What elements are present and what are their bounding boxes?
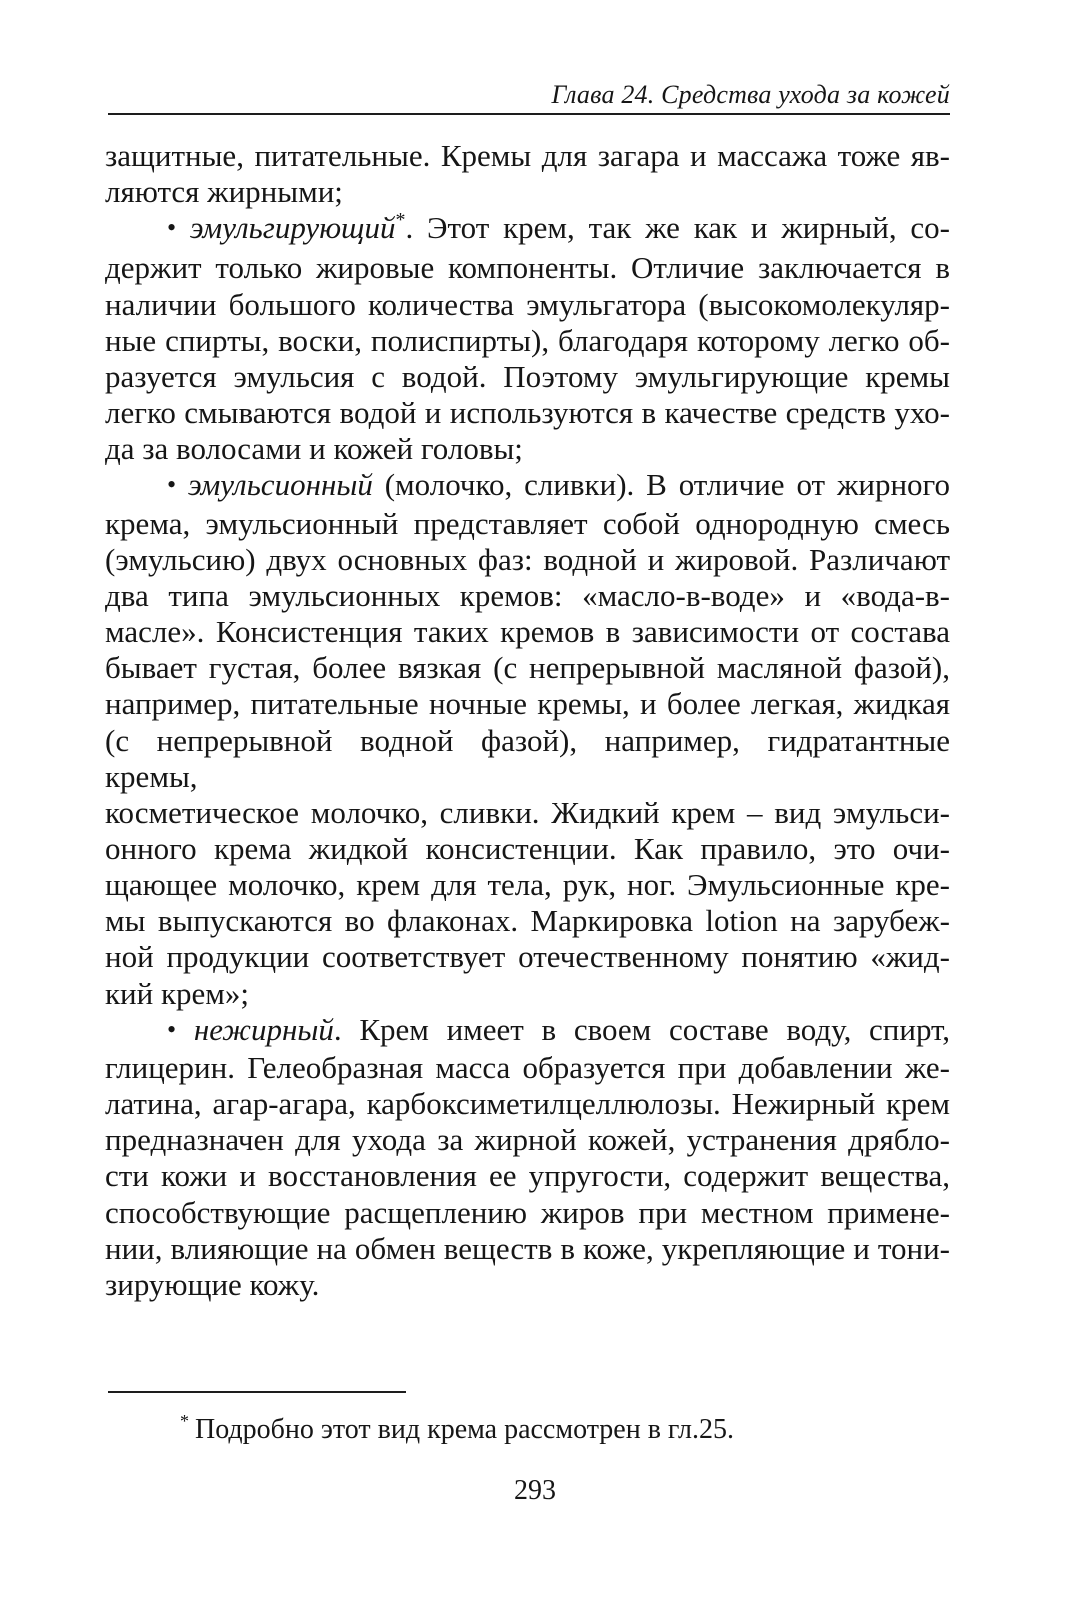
paragraph-line: сти кожи и восстановления ее упругости, содержит вещества, xyxy=(105,1158,950,1194)
paragraph-line: да за волосами и кожей головы; xyxy=(105,431,523,467)
paragraph-line: ляются жирными; xyxy=(105,174,343,210)
body-text xyxy=(105,138,950,1303)
paragraph-line: ные спирты, воски, полиспирты), благодаря которому легко об- xyxy=(105,322,950,358)
paragraph-line: защитные, питательные. Кремы для загара и массажа тоже яв- xyxy=(105,138,950,173)
paragraph-line: косметическое молочко, сливки. Жидкий крем – вид эмульси- xyxy=(105,794,950,830)
bullet-icon: • xyxy=(167,213,177,243)
paragraph-line: предназначен для ухода за жирной кожей, устранения дрябло- xyxy=(105,1122,950,1158)
paragraph-line: мы выпускаются во флаконах. Маркировка lotion на зарубеж- xyxy=(105,903,950,939)
paragraph-line: щающее молочко, крем для тела, рук, ног. Эмульсионные кре- xyxy=(105,867,950,903)
paragraph-line: держит только жировые компоненты. Отличие заключается в xyxy=(105,250,950,286)
list-item-emulsion xyxy=(105,467,950,505)
paragraph-line: кий крем»; xyxy=(105,975,250,1011)
term: нежирный xyxy=(193,1011,334,1047)
page-number: 293 xyxy=(514,1475,556,1506)
paragraph-line: зирующие кожу. xyxy=(105,1266,320,1302)
footnote-mark: * xyxy=(395,209,406,232)
paragraph-line: разуется эмульсия с водой. Поэтому эмульгирующие кремы xyxy=(105,358,950,394)
header-rule xyxy=(108,113,950,115)
paragraph-line: например, питательные ночные кремы, и более легкая, жидкая xyxy=(105,686,950,722)
paragraph-line: ной продукции соответствует отечественному понятию «жид- xyxy=(105,939,950,975)
paragraph-line: крема, эмульсионный представляет собой однородную смесь xyxy=(105,505,950,541)
paragraph-lead: . Этот крем, так же как и жирный, со- xyxy=(405,210,950,246)
footnote-rule xyxy=(108,1391,406,1393)
term: эмульсионный xyxy=(187,467,373,503)
paragraph-line: масле». Консистенция таких кремов в зависимости от состава xyxy=(105,614,950,650)
paragraph-line: глицерин. Гелеобразная масса образуется при добавлении же- xyxy=(105,1049,950,1085)
paragraph-lead: (молочко, сливки). В отличие от жирного xyxy=(372,467,950,503)
bullet-icon: • xyxy=(167,470,177,500)
list-item-emulsifying xyxy=(105,210,950,250)
footnote xyxy=(180,1413,880,1449)
paragraph-line: нии, влияющие на обмен веществ в коже, укрепляющие и тони- xyxy=(105,1230,950,1266)
paragraph-lead: . Крем имеет в своем составе воду, спирт, xyxy=(333,1011,951,1047)
list-item-nongreasy xyxy=(105,1012,950,1050)
footnote-mark: * xyxy=(180,1411,189,1431)
paragraph-line: два типа эмульсионных кремов: «масло-в-воде» и «вода-в- xyxy=(105,577,950,613)
paragraph-line: (с непрерывной водной фазой), например, гидратантные кремы, xyxy=(105,722,950,794)
paragraph-line: способствующие расщеплению жиров при местном примене- xyxy=(105,1194,950,1230)
paragraph-line: онного крема жидкой консистенции. Как правило, это очи- xyxy=(105,830,950,866)
paragraph-line: (эмульсию) двух основных фаз: водной и жировой. Различают xyxy=(105,541,950,577)
paragraph-line: бывает густая, более вязкая (с непрерывной масляной фазой), xyxy=(105,650,950,686)
paragraph-line: латина, агар-агара, карбоксиметилцеллюлозы. Нежирный крем xyxy=(105,1086,950,1122)
bullet-icon: • xyxy=(167,1014,177,1044)
paragraph-line: наличии большого количества эмульгатора (высокомолекуляр- xyxy=(105,286,950,322)
footnote-text: Подробно этот вид крема рассмотрен в гл.25. xyxy=(195,1414,734,1445)
paragraph-line: легко смываются водой и используются в качестве средств ухо- xyxy=(105,395,950,431)
term: эмульгирующий xyxy=(189,210,396,246)
running-head: Глава 24. Средства ухода за кожей xyxy=(551,80,950,109)
